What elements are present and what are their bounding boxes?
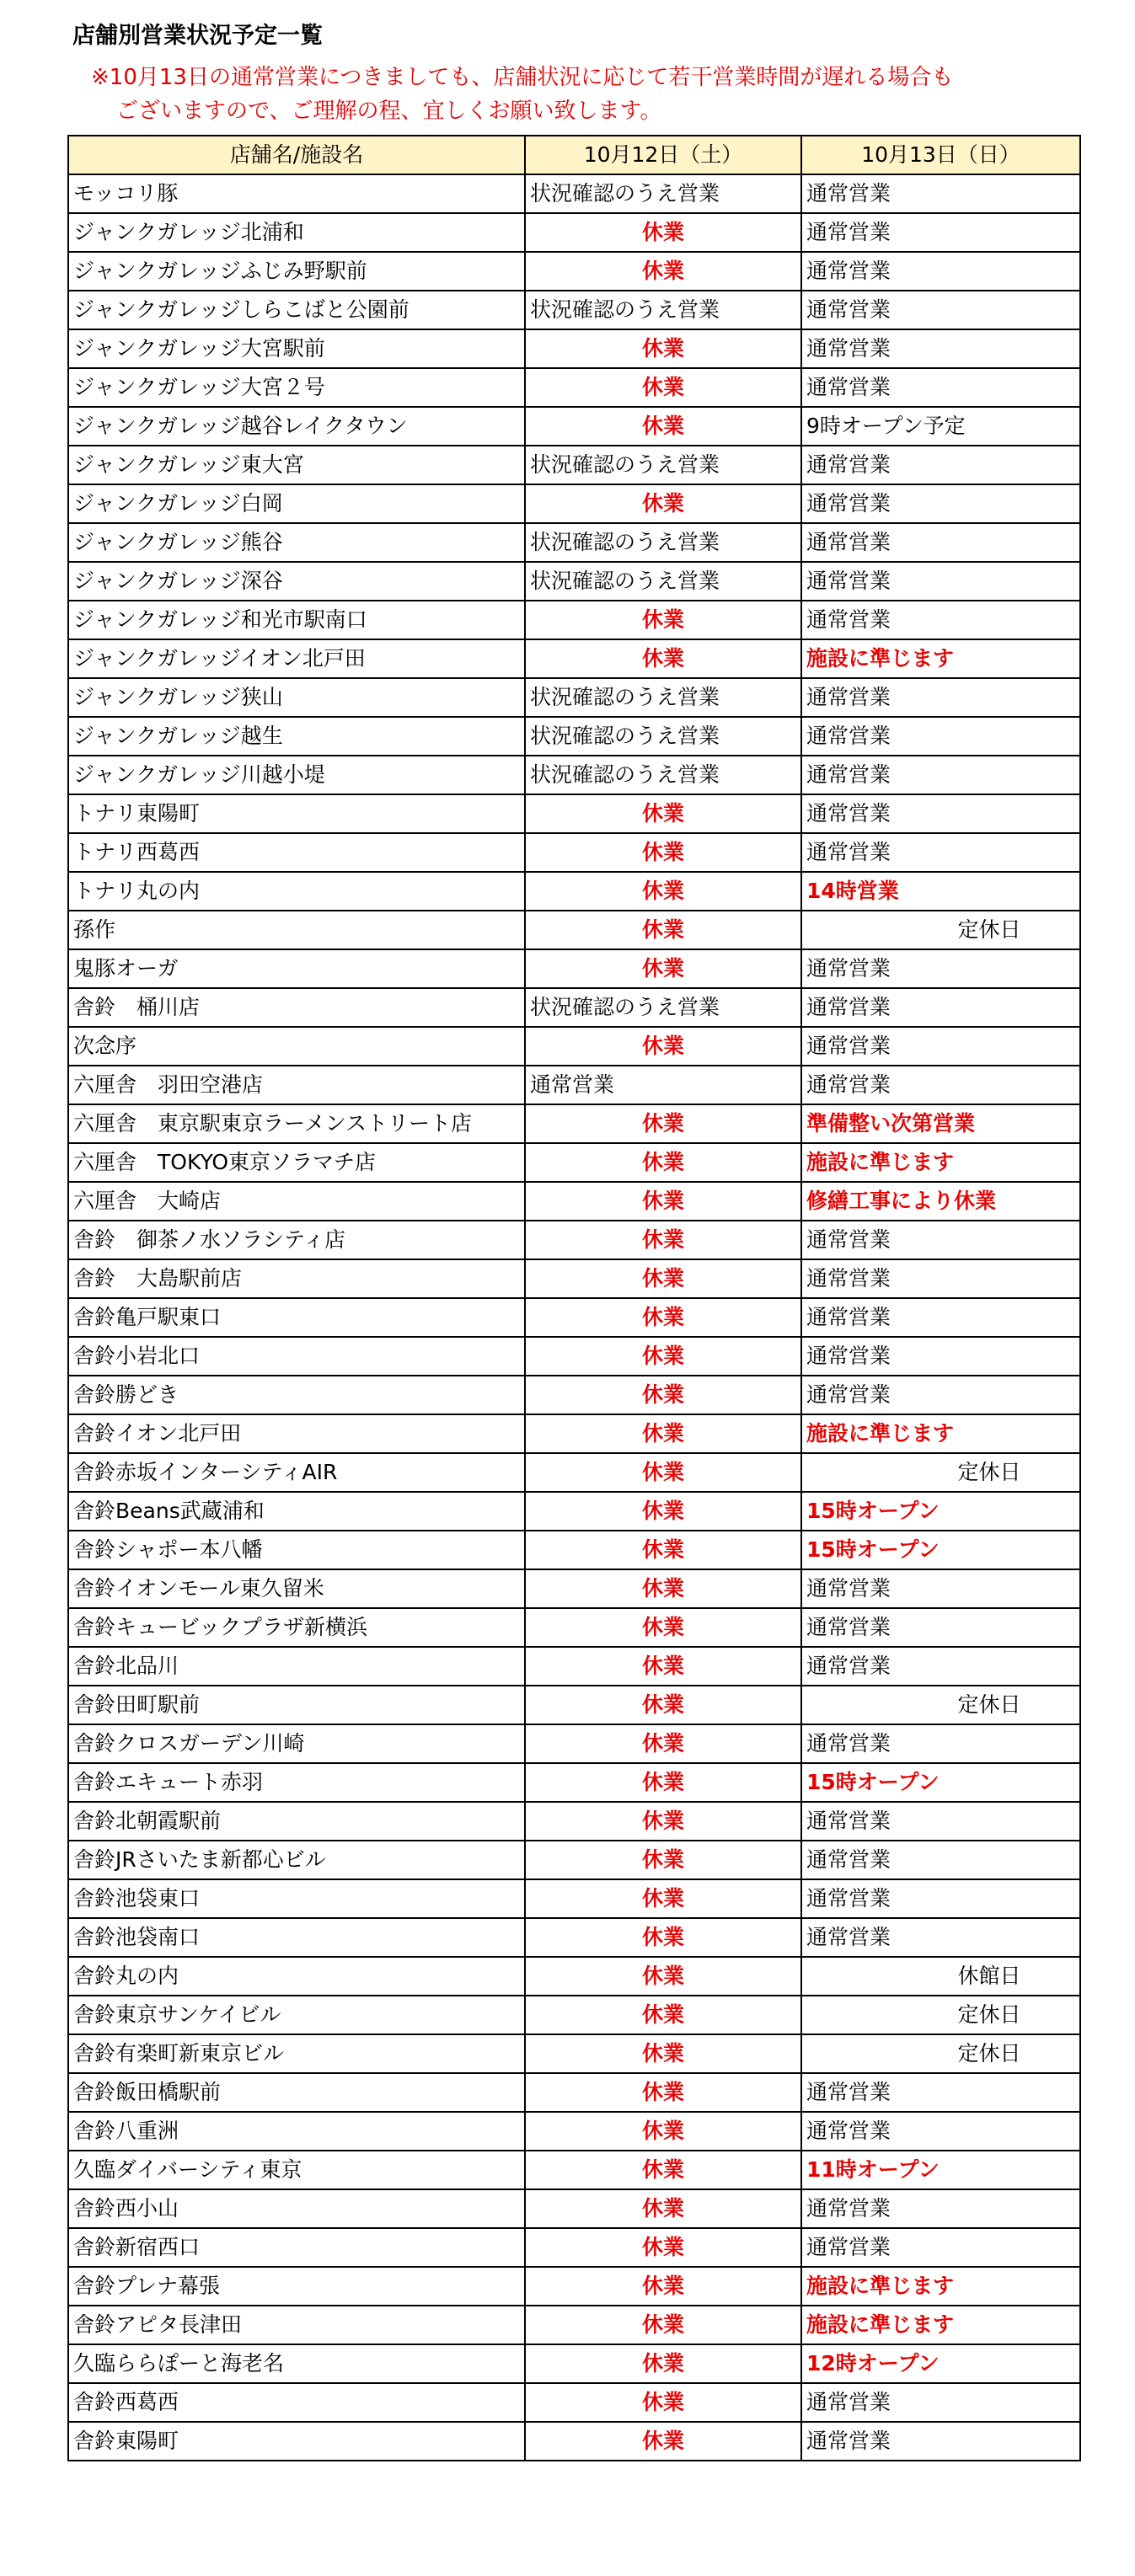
table-row <box>68 1298 1080 1337</box>
table-row <box>68 949 1080 988</box>
oct-13-status-cell: 通常営業 <box>801 1221 1080 1259</box>
store-name-cell: ジャンクガレッジしらこばと公園前 <box>68 291 525 329</box>
store-name-cell: 舎鈴JRさいたま新都心ビル <box>68 1841 525 1879</box>
header-oct-12: 10月12日（土） <box>525 136 801 174</box>
oct-13-status-cell: 通常営業 <box>801 601 1080 639</box>
table-row <box>68 1337 1080 1376</box>
table-row <box>68 1414 1080 1453</box>
oct-12-status-cell: 休業 <box>525 2422 801 2461</box>
oct-12-status-cell: 休業 <box>525 2034 801 2073</box>
table-row <box>68 2073 1080 2112</box>
oct-13-status-cell: 施設に準じます <box>801 2267 1080 2306</box>
oct-13-status-cell: 通常営業 <box>801 2073 1080 2112</box>
store-name-cell: ジャンクガレッジ越谷レイクタウン <box>68 407 525 446</box>
oct-13-status-cell: 通常営業 <box>801 291 1080 329</box>
store-name-cell: 孫作 <box>68 911 525 949</box>
oct-13-status-cell: 通常営業 <box>801 174 1080 213</box>
table-row <box>68 407 1080 446</box>
oct-13-status-cell: 通常営業 <box>801 833 1080 872</box>
table-row <box>68 1453 1080 1492</box>
oct-13-status-cell: 通常営業 <box>801 1259 1080 1298</box>
oct-12-status-cell: 休業 <box>525 1027 801 1066</box>
table-row <box>68 2112 1080 2151</box>
store-name-cell: 六厘舎 TOKYO東京ソラマチ店 <box>68 1143 525 1182</box>
store-name-cell: 舎鈴Beans武蔵浦和 <box>68 1492 525 1531</box>
store-name-cell: 鬼豚オーガ <box>68 949 525 988</box>
oct-12-status-cell: 休業 <box>525 1492 801 1531</box>
table-row <box>68 2189 1080 2228</box>
oct-13-status-cell: 通常営業 <box>801 329 1080 368</box>
oct-12-status-cell: 休業 <box>525 1337 801 1376</box>
store-name-cell: 舎鈴東陽町 <box>68 2422 525 2461</box>
oct-13-status-cell: 通常営業 <box>801 1879 1080 1918</box>
table-row <box>68 1918 1080 1957</box>
store-name-cell: ジャンクガレッジ狭山 <box>68 678 525 717</box>
oct-12-status-cell: 休業 <box>525 1841 801 1879</box>
table-row <box>68 2228 1080 2267</box>
store-name-cell: 舎鈴 桶川店 <box>68 988 525 1027</box>
table-row <box>68 639 1080 678</box>
store-name-cell: 次念序 <box>68 1027 525 1066</box>
table-row <box>68 1221 1080 1259</box>
store-name-cell: ジャンクガレッジ北浦和 <box>68 213 525 252</box>
oct-13-status-cell: 修繕工事により休業 <box>801 1182 1080 1221</box>
oct-13-status-cell: 通常営業 <box>801 1376 1080 1414</box>
oct-12-status-cell: 休業 <box>525 601 801 639</box>
table-row <box>68 291 1080 329</box>
table-row <box>68 252 1080 291</box>
table-row <box>68 1996 1080 2034</box>
oct-13-status-cell: 通常営業 <box>801 252 1080 291</box>
oct-12-status-cell: 状況確認のうえ営業 <box>525 678 801 717</box>
table-row <box>68 2034 1080 2073</box>
oct-13-status-cell: 通常営業 <box>801 1569 1080 1608</box>
store-name-cell: 舎鈴新宿西口 <box>68 2228 525 2267</box>
oct-13-status-cell: 定休日 <box>801 911 1080 949</box>
table-row <box>68 368 1080 407</box>
store-name-cell: 舎鈴池袋東口 <box>68 1879 525 1918</box>
oct-12-status-cell: 休業 <box>525 1259 801 1298</box>
oct-12-status-cell: 状況確認のうえ営業 <box>525 523 801 562</box>
oct-13-status-cell: 通常営業 <box>801 2189 1080 2228</box>
oct-12-status-cell: 休業 <box>525 911 801 949</box>
table-row <box>68 1104 1080 1143</box>
store-name-cell: ジャンクガレッジ和光市駅南口 <box>68 601 525 639</box>
oct-12-status-cell: 休業 <box>525 1608 801 1647</box>
oct-13-status-cell: 通常営業 <box>801 562 1080 601</box>
table-row <box>68 1647 1080 1686</box>
store-name-cell: トナリ丸の内 <box>68 872 525 911</box>
notice-line-1: ※10月13日の通常営業につきましても、店舗状況に応じて若干営業時間が遅れる場合も <box>91 65 954 90</box>
store-name-cell: 舎鈴プレナ幕張 <box>68 2267 525 2306</box>
oct-13-status-cell: 通常営業 <box>801 678 1080 717</box>
notice-text <box>91 61 1085 128</box>
oct-12-status-cell: 休業 <box>525 2228 801 2267</box>
oct-12-status-cell: 休業 <box>525 1298 801 1337</box>
oct-12-status-cell: 休業 <box>525 1531 801 1569</box>
table-row <box>68 1724 1080 1763</box>
oct-12-status-cell: 通常営業 <box>525 1066 801 1104</box>
store-status-table <box>67 135 1081 2461</box>
oct-12-status-cell: 休業 <box>525 252 801 291</box>
oct-13-status-cell: 通常営業 <box>801 1298 1080 1337</box>
oct-12-status-cell: 状況確認のうえ営業 <box>525 717 801 756</box>
oct-12-status-cell: 休業 <box>525 329 801 368</box>
store-name-cell: 六厘舎 大崎店 <box>68 1182 525 1221</box>
store-name-cell: ジャンクガレッジ越生 <box>68 717 525 756</box>
oct-13-status-cell: 定休日 <box>801 1996 1080 2034</box>
oct-12-status-cell: 休業 <box>525 1957 801 1996</box>
oct-13-status-cell: 定休日 <box>801 2034 1080 2073</box>
oct-12-status-cell: 休業 <box>525 1802 801 1841</box>
table-row <box>68 2422 1080 2461</box>
oct-12-status-cell: 休業 <box>525 1996 801 2034</box>
store-name-cell: 舎鈴キュービックプラザ新横浜 <box>68 1608 525 1647</box>
oct-12-status-cell: 休業 <box>525 949 801 988</box>
table-row <box>68 911 1080 949</box>
table-row <box>68 1066 1080 1104</box>
oct-13-status-cell: 通常営業 <box>801 213 1080 252</box>
store-name-cell: 久臨ダイバーシティ東京 <box>68 2151 525 2189</box>
table-row <box>68 1027 1080 1066</box>
store-name-cell: 舎鈴アピタ長津田 <box>68 2306 525 2344</box>
table-row <box>68 329 1080 368</box>
oct-12-status-cell: 休業 <box>525 794 801 833</box>
oct-13-status-cell: 12時オープン <box>801 2344 1080 2383</box>
table-row <box>68 1259 1080 1298</box>
oct-13-status-cell: 15時オープン <box>801 1763 1080 1802</box>
table-row <box>68 1143 1080 1182</box>
table-row <box>68 833 1080 872</box>
oct-13-status-cell: 定休日 <box>801 1453 1080 1492</box>
oct-12-status-cell: 状況確認のうえ営業 <box>525 174 801 213</box>
oct-13-status-cell: 通常営業 <box>801 1918 1080 1957</box>
store-name-cell: ジャンクガレッジ白岡 <box>68 484 525 523</box>
store-name-cell: 舎鈴田町駅前 <box>68 1686 525 1724</box>
oct-12-status-cell: 休業 <box>525 1104 801 1143</box>
oct-12-status-cell: 休業 <box>525 407 801 446</box>
table-row <box>68 484 1080 523</box>
oct-12-status-cell: 休業 <box>525 1569 801 1608</box>
oct-12-status-cell: 休業 <box>525 1647 801 1686</box>
store-name-cell: 舎鈴亀戸駅東口 <box>68 1298 525 1337</box>
oct-13-status-cell: 通常営業 <box>801 2112 1080 2151</box>
oct-12-status-cell: 休業 <box>525 639 801 678</box>
table-row <box>68 2151 1080 2189</box>
oct-13-status-cell: 通常営業 <box>801 2422 1080 2461</box>
page-title: 店舗別営業状況予定一覧 <box>72 23 323 49</box>
table-row <box>68 562 1080 601</box>
table-row <box>68 872 1080 911</box>
oct-12-status-cell: 休業 <box>525 1143 801 1182</box>
store-name-cell: ジャンクガレッジ東大宮 <box>68 446 525 484</box>
oct-13-status-cell: 通常営業 <box>801 717 1080 756</box>
store-name-cell: ジャンクガレッジ深谷 <box>68 562 525 601</box>
oct-12-status-cell: 休業 <box>525 2306 801 2344</box>
store-name-cell: 舎鈴クロスガーデン川崎 <box>68 1724 525 1763</box>
oct-13-status-cell: 通常営業 <box>801 1802 1080 1841</box>
oct-12-status-cell: 休業 <box>525 1453 801 1492</box>
header-oct-13: 10月13日（日） <box>801 136 1080 174</box>
table-header-row <box>68 136 1080 174</box>
oct-13-status-cell: 通常営業 <box>801 1066 1080 1104</box>
oct-13-status-cell: 休館日 <box>801 1957 1080 1996</box>
oct-13-status-cell: 通常営業 <box>801 523 1080 562</box>
oct-12-status-cell: 状況確認のうえ営業 <box>525 988 801 1027</box>
table-row <box>68 2306 1080 2344</box>
oct-12-status-cell: 休業 <box>525 2383 801 2422</box>
table-row <box>68 1763 1080 1802</box>
store-name-cell: 舎鈴八重洲 <box>68 2112 525 2151</box>
oct-13-status-cell: 施設に準じます <box>801 1414 1080 1453</box>
oct-12-status-cell: 休業 <box>525 2189 801 2228</box>
table-row <box>68 1182 1080 1221</box>
oct-13-status-cell: 11時オープン <box>801 2151 1080 2189</box>
table-row <box>68 794 1080 833</box>
oct-12-status-cell: 休業 <box>525 833 801 872</box>
oct-13-status-cell: 通常営業 <box>801 1647 1080 1686</box>
table-row <box>68 2344 1080 2383</box>
store-name-cell: 舎鈴赤坂インターシティAIR <box>68 1453 525 1492</box>
store-name-cell: 六厘舎 東京駅東京ラーメンストリート店 <box>68 1104 525 1143</box>
oct-12-status-cell: 休業 <box>525 1763 801 1802</box>
table-row <box>68 601 1080 639</box>
table-row <box>68 1957 1080 1996</box>
oct-12-status-cell: 休業 <box>525 484 801 523</box>
table-row <box>68 1492 1080 1531</box>
store-name-cell: モッコリ豚 <box>68 174 525 213</box>
table-row <box>68 213 1080 252</box>
store-name-cell: 舎鈴イオンモール東久留米 <box>68 1569 525 1608</box>
oct-12-status-cell: 休業 <box>525 1724 801 1763</box>
oct-13-status-cell: 15時オープン <box>801 1492 1080 1531</box>
oct-13-status-cell: 通常営業 <box>801 1724 1080 1763</box>
store-name-cell: 舎鈴イオン北戸田 <box>68 1414 525 1453</box>
store-name-cell: ジャンクガレッジ大宮駅前 <box>68 329 525 368</box>
store-name-cell: 舎鈴エキュート赤羽 <box>68 1763 525 1802</box>
oct-13-status-cell: 通常営業 <box>801 1841 1080 1879</box>
header-store-name: 店舗名/施設名 <box>68 136 525 174</box>
store-name-cell: 舎鈴西小山 <box>68 2189 525 2228</box>
oct-12-status-cell: 状況確認のうえ営業 <box>525 446 801 484</box>
table-row <box>68 988 1080 1027</box>
store-name-cell: 六厘舎 羽田空港店 <box>68 1066 525 1104</box>
store-name-cell: 舎鈴北品川 <box>68 1647 525 1686</box>
oct-12-status-cell: 休業 <box>525 213 801 252</box>
notice-line-2: ございますので、ご理解の程、宜しくお願い致します。 <box>116 99 662 124</box>
oct-13-status-cell: 施設に準じます <box>801 2306 1080 2344</box>
oct-12-status-cell: 休業 <box>525 1221 801 1259</box>
oct-12-status-cell: 休業 <box>525 1879 801 1918</box>
oct-12-status-cell: 休業 <box>525 1182 801 1221</box>
oct-12-status-cell: 休業 <box>525 2112 801 2151</box>
oct-12-status-cell: 休業 <box>525 1918 801 1957</box>
store-name-cell: ジャンクガレッジ大宮２号 <box>68 368 525 407</box>
oct-12-status-cell: 休業 <box>525 2073 801 2112</box>
oct-13-status-cell: 15時オープン <box>801 1531 1080 1569</box>
oct-13-status-cell: 通常営業 <box>801 484 1080 523</box>
oct-13-status-cell: 通常営業 <box>801 1337 1080 1376</box>
oct-12-status-cell: 休業 <box>525 1414 801 1453</box>
oct-12-status-cell: 休業 <box>525 368 801 407</box>
store-name-cell: ジャンクガレッジイオン北戸田 <box>68 639 525 678</box>
table-row <box>68 678 1080 717</box>
oct-13-status-cell: 通常営業 <box>801 2383 1080 2422</box>
table-row <box>68 1569 1080 1608</box>
store-name-cell: 舎鈴北朝霞駅前 <box>68 1802 525 1841</box>
store-name-cell: 舎鈴西葛西 <box>68 2383 525 2422</box>
oct-13-status-cell: 9時オープン予定 <box>801 407 1080 446</box>
table-row <box>68 2267 1080 2306</box>
table-row <box>68 1686 1080 1724</box>
table-row <box>68 756 1080 794</box>
oct-13-status-cell: 通常営業 <box>801 949 1080 988</box>
table-row <box>68 1376 1080 1414</box>
store-name-cell: ジャンクガレッジ熊谷 <box>68 523 525 562</box>
oct-12-status-cell: 状況確認のうえ営業 <box>525 562 801 601</box>
oct-12-status-cell: 状況確認のうえ営業 <box>525 291 801 329</box>
table-row <box>68 1879 1080 1918</box>
oct-12-status-cell: 休業 <box>525 2344 801 2383</box>
oct-13-status-cell: 通常営業 <box>801 794 1080 833</box>
oct-13-status-cell: 通常営業 <box>801 2228 1080 2267</box>
oct-13-status-cell: 通常営業 <box>801 1608 1080 1647</box>
store-name-cell: トナリ東陽町 <box>68 794 525 833</box>
oct-12-status-cell: 休業 <box>525 1376 801 1414</box>
oct-13-status-cell: 定休日 <box>801 1686 1080 1724</box>
store-name-cell: 舎鈴飯田橋駅前 <box>68 2073 525 2112</box>
oct-12-status-cell: 休業 <box>525 1686 801 1724</box>
oct-12-status-cell: 休業 <box>525 872 801 911</box>
store-name-cell: 舎鈴シャポー本八幡 <box>68 1531 525 1569</box>
oct-13-status-cell: 準備整い次第営業 <box>801 1104 1080 1143</box>
store-name-cell: 舎鈴池袋南口 <box>68 1918 525 1957</box>
table-row <box>68 523 1080 562</box>
oct-13-status-cell: 通常営業 <box>801 446 1080 484</box>
oct-12-status-cell: 休業 <box>525 2267 801 2306</box>
oct-13-status-cell: 14時営業 <box>801 872 1080 911</box>
store-name-cell: ジャンクガレッジふじみ野駅前 <box>68 252 525 291</box>
store-name-cell: 舎鈴東京サンケイビル <box>68 1996 525 2034</box>
store-name-cell: 舎鈴 御茶ノ水ソラシティ店 <box>68 1221 525 1259</box>
store-name-cell: 久臨ららぽーと海老名 <box>68 2344 525 2383</box>
table-row <box>68 1531 1080 1569</box>
store-name-cell: 舎鈴丸の内 <box>68 1957 525 1996</box>
table-row <box>68 174 1080 213</box>
oct-13-status-cell: 通常営業 <box>801 368 1080 407</box>
oct-13-status-cell: 通常営業 <box>801 988 1080 1027</box>
oct-12-status-cell: 状況確認のうえ営業 <box>525 756 801 794</box>
table-row <box>68 1841 1080 1879</box>
table-row <box>68 717 1080 756</box>
store-name-cell: 舎鈴有楽町新東京ビル <box>68 2034 525 2073</box>
table-row <box>68 1608 1080 1647</box>
table-row <box>68 446 1080 484</box>
store-name-cell: 舎鈴小岩北口 <box>68 1337 525 1376</box>
table-row <box>68 2383 1080 2422</box>
oct-12-status-cell: 休業 <box>525 2151 801 2189</box>
table-row <box>68 1802 1080 1841</box>
oct-13-status-cell: 施設に準じます <box>801 1143 1080 1182</box>
oct-13-status-cell: 施設に準じます <box>801 639 1080 678</box>
store-name-cell: 舎鈴 大島駅前店 <box>68 1259 525 1298</box>
oct-13-status-cell: 通常営業 <box>801 756 1080 794</box>
store-name-cell: トナリ西葛西 <box>68 833 525 872</box>
store-name-cell: 舎鈴勝どき <box>68 1376 525 1414</box>
oct-13-status-cell: 通常営業 <box>801 1027 1080 1066</box>
store-name-cell: ジャンクガレッジ川越小堤 <box>68 756 525 794</box>
